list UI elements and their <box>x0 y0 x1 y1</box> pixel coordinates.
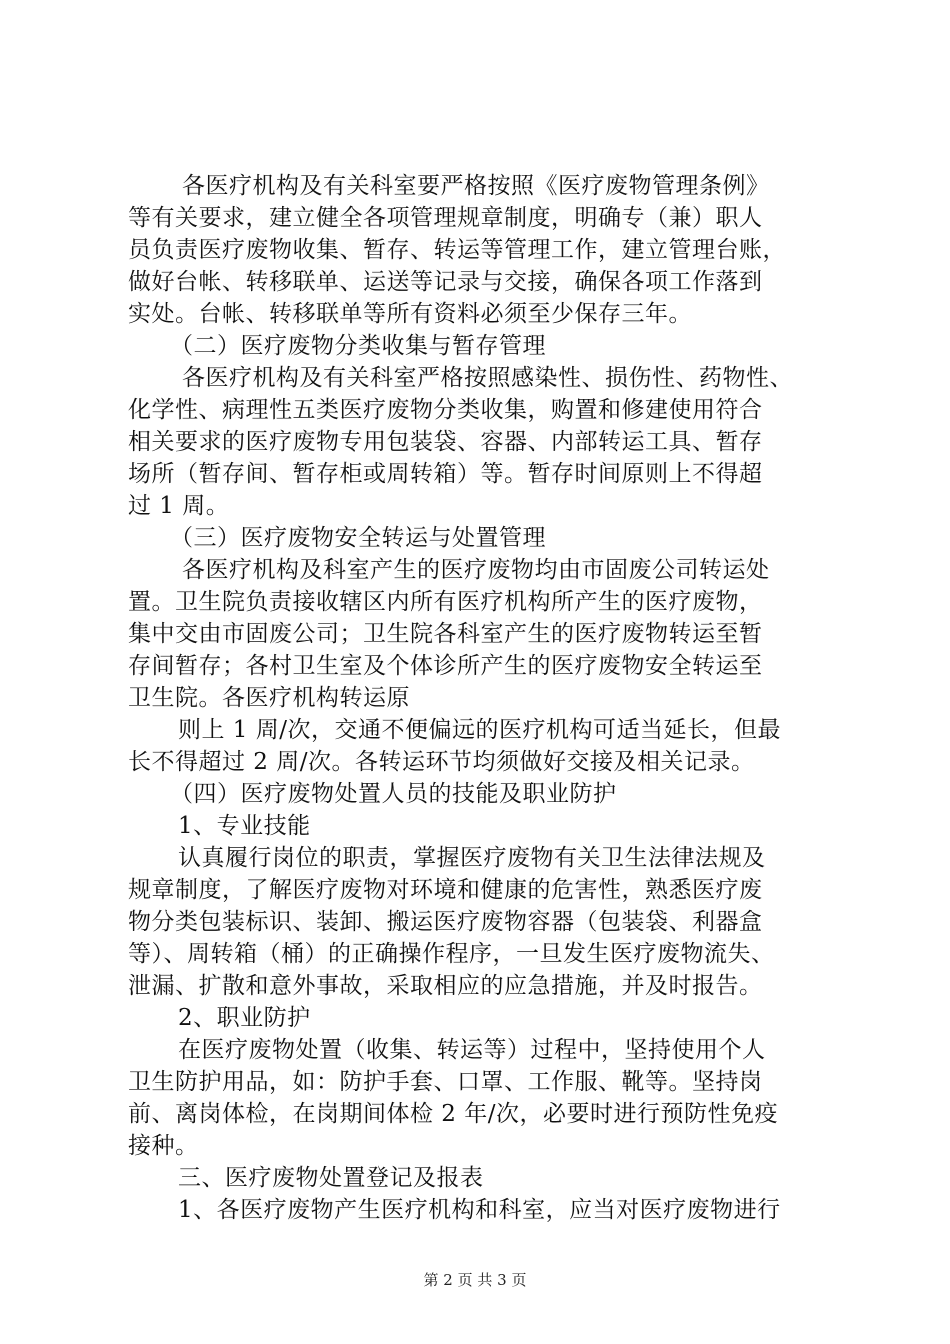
paragraph-line: 化学性、病理性五类医疗废物分类收集，购置和修建使用符合 <box>128 397 763 423</box>
paragraph-line: 认真履行岗位的职责，掌握医疗废物有关卫生法律法规及 <box>178 845 766 871</box>
paragraph-line: 接种。 <box>128 1133 199 1159</box>
paragraph-line: 员负责医疗废物收集、暂存、转运等管理工作，建立管理台账， <box>128 237 786 263</box>
section-heading: （二）医疗废物分类收集与暂存管理 <box>170 333 546 359</box>
document-body <box>128 170 840 1226</box>
paragraph-line: 1、各医疗废物产生医疗机构和科室，应当对医疗废物进行 <box>178 1197 781 1223</box>
paragraph-line: 各医疗机构及科室产生的医疗废物均由市固废公司转运处 <box>182 557 770 583</box>
paragraph-line: 实处。台帐、转移联单等所有资料必须至少保存三年。 <box>128 301 692 327</box>
paragraph-line: 长不得超过 2 周/次。各转运环节均须做好交接及相关记录。 <box>128 749 755 775</box>
paragraph-line: 在医疗废物处置（收集、转运等）过程中，坚持使用个人 <box>178 1037 766 1063</box>
paragraph-line: 卫生防护用品，如：防护手套、口罩、工作服、靴等。坚持岗 <box>128 1069 763 1095</box>
subsection-heading: 1、专业技能 <box>178 813 311 839</box>
subsection-heading: 2、职业防护 <box>178 1005 311 1031</box>
paragraph-line: 做好台帐、转移联单、运送等记录与交接，确保各项工作落到 <box>128 269 763 295</box>
paragraph-line: 等）、周转箱（桶）的正确操作程序，一旦发生医疗废物流失、 <box>128 941 775 967</box>
paragraph-line: 卫生院。各医疗机构转运原 <box>128 685 410 711</box>
paragraph-line: 存间暂存；各村卫生室及个体诊所产生的医疗废物安全转运至 <box>128 653 763 679</box>
paragraph-line: 集中交由市固废公司；卫生院各科室产生的医疗废物转运至暂 <box>128 621 763 647</box>
section-heading: 三、医疗废物处置登记及报表 <box>178 1165 484 1191</box>
paragraph-line: 规章制度，了解医疗废物对环境和健康的危害性，熟悉医疗废 <box>128 877 763 903</box>
paragraph-line: 前、离岗体检，在岗期间体检 2 年/次，必要时进行预防性免疫 <box>128 1101 779 1127</box>
paragraph-line: 泄漏、扩散和意外事故，采取相应的应急措施，并及时报告。 <box>128 973 763 999</box>
page-number-footer: 第 2 页 共 3 页 <box>423 1271 527 1289</box>
paragraph-line: 等有关要求，建立健全各项管理规章制度，明确专（兼）职人 <box>128 205 763 231</box>
paragraph-line: 则上 1 周/次，交通不便偏远的医疗机构可适当延长，但最 <box>178 717 782 743</box>
paragraph-line: 各医疗机构及有关科室要严格按照《医疗废物管理条例》 <box>182 173 770 199</box>
section-heading: （三）医疗废物安全转运与处置管理 <box>170 525 546 551</box>
paragraph-line: 物分类包装标识、装卸、搬运医疗废物容器（包装袋、利器盒 <box>128 909 763 935</box>
paragraph-line: 过 1 周。 <box>128 493 230 519</box>
section-heading: （四）医疗废物处置人员的技能及职业防护 <box>170 781 617 807</box>
paragraph-line: 场所（暂存间、暂存柜或周转箱）等。暂存时间原则上不得超 <box>128 461 763 487</box>
paragraph-line: 各医疗机构及有关科室严格按照感染性、损伤性、药物性、 <box>182 365 793 391</box>
paragraph-line: 相关要求的医疗废物专用包装袋、容器、内部转运工具、暂存 <box>128 429 763 455</box>
paragraph-line: 置。卫生院负责接收辖区内所有医疗机构所产生的医疗废物， <box>128 589 763 615</box>
